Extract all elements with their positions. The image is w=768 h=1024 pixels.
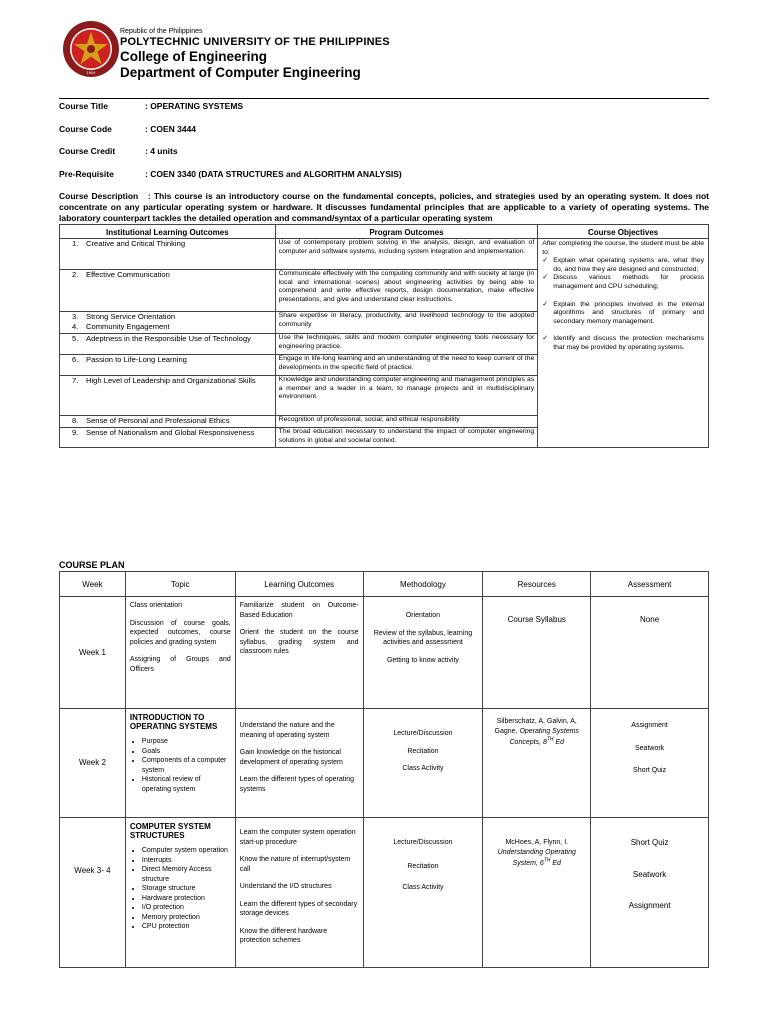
topic-cell: INTRODUCTION TO OPERATING SYSTEMS • Purpose • Goals • Components of a computer system • Historical review of operating system <box>125 709 235 818</box>
table-row <box>60 597 709 709</box>
course-title-value: : OPERATING SYSTEMS <box>145 101 244 111</box>
objectives-intro: After completing the course, the student must be able to: <box>542 240 704 256</box>
methodology-header: Methodology <box>363 572 483 597</box>
course-description-value: : This course is an introductory course on the fundamental concepts, policies, and strategies used by an operating system. It does not concentrate on any particular operating system or hardware. It discusses fundamental principles that are applicable to a variety of operating systems. The laboratory counterpart tackles the detailed operation and command/syntax of a particular operating system <box>59 191 710 223</box>
college-name: College of Engineering <box>120 49 268 64</box>
university-name: POLYTECHNIC UNIVERSITY OF THE PHILIPPINES <box>120 36 390 48</box>
check-icon: ✓ <box>542 300 548 308</box>
outcomes-table <box>59 224 709 448</box>
outcomes-cell: Learn the computer system operation start-up procedure Know the nature of interrupt/system call Understand the I/O structures Learn the different types of secondary storage devices Know the different hardware protection schemes <box>235 818 363 968</box>
ilo-cell: 2. Effective Communication <box>60 270 276 312</box>
assessment-cell: Assignment Seatwork Short Quiz <box>591 709 709 818</box>
assessment-cell: None <box>591 597 709 709</box>
week-header: Week <box>60 572 126 597</box>
methodology-cell: Orientation Review of the syllabus, learning activities and assessment Getting to know activity <box>363 597 483 709</box>
objective-item: ✓ Discuss various methods for process management and CPU scheduling; <box>542 274 704 290</box>
course-plan-table <box>59 571 709 968</box>
objective-item: ✓ Identify and discuss the protection mechanisms that may be provided by operating systems. <box>542 335 704 351</box>
course-code-value: : COEN 3444 <box>145 124 197 134</box>
objective-item: ✓ Explain the principles involved in the internal algorithms and structures of primary and secondary memory management. <box>542 300 704 325</box>
course-plan-title: COURSE PLAN <box>59 560 125 570</box>
po-cell: Knowledge and understanding computer engineering and management principles as a member and a leader in a team, to manage projects and in multidisciplinary environment. <box>275 376 538 416</box>
resources-cell: Silberschatz, A, Galvin, A, Gagne, Operating Systems Concepts, 8TH Ed <box>483 709 591 818</box>
department-name: Department of Computer Engineering <box>120 65 361 80</box>
prerequisite-value: : COEN 3340 (DATA STRUCTURES and ALGORITHM ANALYSIS) <box>145 169 402 179</box>
po-cell: Communicate effectively with the computing community and with society at large (in local and international scenes) about engineering activities by being able to comprehend and write effective reports, design documentation, make effective presentations, and give and understand clear instructions. <box>275 270 538 312</box>
po-header: Program Outcomes <box>275 225 538 239</box>
course-objectives-cell <box>538 239 709 448</box>
assessment-header: Assessment <box>591 572 709 597</box>
po-cell: The broad education necessary to understand the impact of computer engineering solutions in global and societal context. <box>275 428 538 448</box>
table-row <box>60 818 709 968</box>
course-title-label: Course Title <box>59 101 108 111</box>
po-cell: Use the techniques, skills and modern computer engineering tools necessary for engineering practice. <box>275 334 538 355</box>
topic-cell: COMPUTER SYSTEM STRUCTURES • Computer system operation • Interrupts • Direct Memory Access structure • Storage structure • Hardware protection • I/O protection • Memory protection • CPU protection <box>125 818 235 968</box>
week-cell: Week 1 <box>60 597 126 709</box>
university-seal-icon <box>62 20 120 78</box>
ilo-cell: 9. Sense of Nationalism and Global Responsiveness <box>60 428 276 448</box>
course-code-label: Course Code <box>59 124 112 134</box>
ilo-cell: 7. High Level of Leadership and Organizational Skills <box>60 376 276 416</box>
course-credit-label: Course Credit <box>59 146 116 156</box>
prerequisite-label: Pre-Requisite <box>59 169 114 179</box>
resources-header: Resources <box>483 572 591 597</box>
check-icon: ✓ <box>542 257 548 265</box>
table-row <box>60 709 709 818</box>
seal-year: 1904 <box>86 70 96 75</box>
check-icon: ✓ <box>542 335 548 343</box>
outcomes-cell: Familiarize student on Outcome-Based Education Orient the student on the course syllabus, grading system and classroom rules <box>235 597 363 709</box>
course-description <box>59 191 709 224</box>
republic-label: Republic of the Philippines <box>120 28 203 35</box>
resources-cell: McHoes, A, Flynn, I. Understanding Operating System, 6TH Ed <box>483 818 591 968</box>
po-cell: Recognition of professional, social, and ethical responsibility <box>275 416 538 428</box>
ilo-cell: 5. Adeptness in the Responsible Use of Technology <box>60 334 276 355</box>
check-icon: ✓ <box>542 274 548 282</box>
ilo-header: Institutional Learning Outcomes <box>60 225 276 239</box>
topic-cell: Class orientation Discussion of course goals, expected outcomes, course policies and grading system Assigning of Groups and Officers <box>125 597 235 709</box>
methodology-cell: Lecture/Discussion Recitation Class Activity <box>363 818 483 968</box>
po-cell: Use of contemporary problem solving in the analysis, design, and evaluation of computer and software systems, including system integration and implementation. <box>275 239 538 270</box>
assessment-cell: Short Quiz Seatwork Assignment <box>591 818 709 968</box>
objectives-header: Course Objectives <box>538 225 709 239</box>
course-description-label: Course Description <box>59 191 139 201</box>
ilo-cell: 6. Passion to Life-Long Learning <box>60 355 276 376</box>
po-cell: Share expertise in literacy, productivity, and livelihood technology to the adopted community <box>275 312 538 334</box>
week-cell: Week 3- 4 <box>60 818 126 968</box>
resources-cell: Course Syllabus <box>483 597 591 709</box>
outcomes-cell: Understand the nature and the meaning of operating system Gain knowledge on the historical development of operating system Learn the different types of operating systems <box>235 709 363 818</box>
ilo-cell: 4. Community Engagement <box>60 322 276 334</box>
course-credit-value: : 4 units <box>145 146 178 156</box>
ilo-cell: 3. Strong Service Orientation <box>60 312 276 322</box>
topic-header: Topic <box>125 572 235 597</box>
document-header <box>120 27 390 81</box>
ilo-cell: 8. Sense of Personal and Professional Ethics <box>60 416 276 428</box>
learning-outcomes-header: Learning Outcomes <box>235 572 363 597</box>
ilo-cell: 1. Creative and Critical Thinking <box>60 239 276 270</box>
methodology-cell: Lecture/Discussion Recitation Class Activity <box>363 709 483 818</box>
week-cell: Week 2 <box>60 709 126 818</box>
objective-item: ✓ Explain what operating systems are, what they do, and how they are designed and constructed; <box>542 257 704 273</box>
po-cell: Engage in life-long learning and an understanding of the need to keep current of the developments in the specific field of practice. <box>275 355 538 376</box>
header-divider <box>59 98 709 99</box>
